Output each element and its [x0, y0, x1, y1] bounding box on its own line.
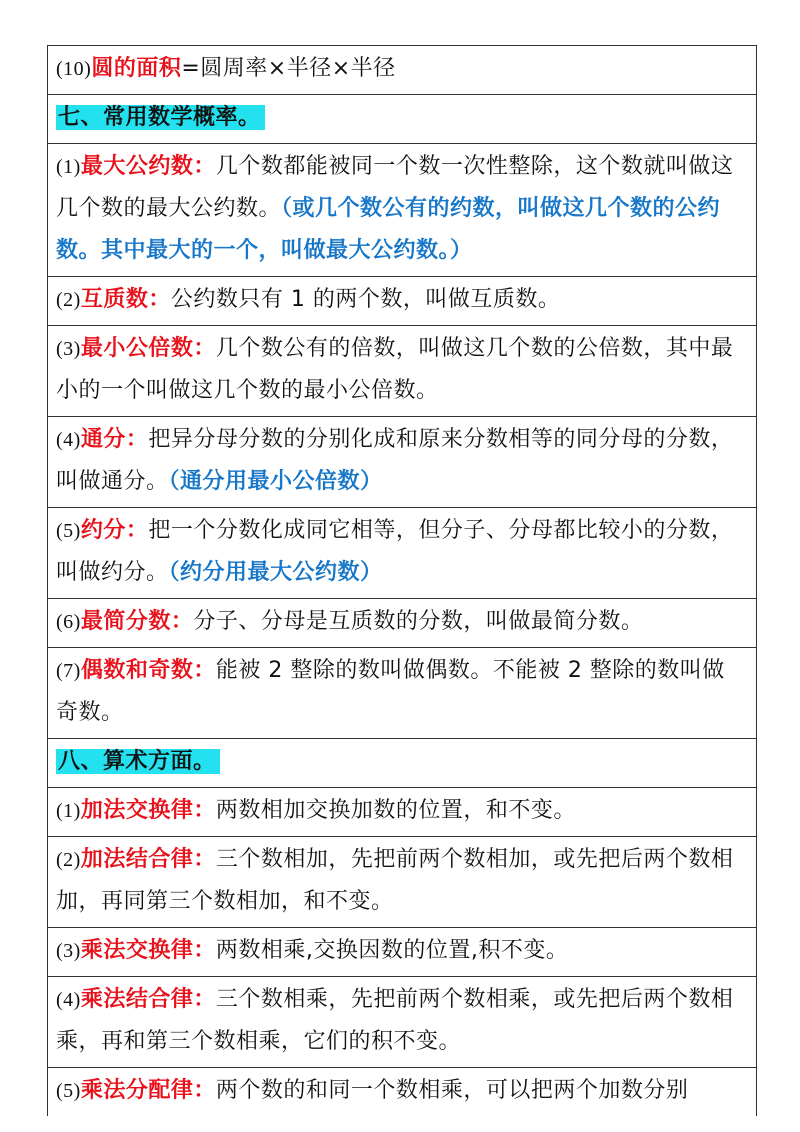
term-label: 加法结合律： — [80, 847, 216, 872]
definition-text: 三个数相乘，先把前两个数相乘，或先把后两个数相乘，再和第三个数相乘，它们的积不变。 — [56, 987, 734, 1054]
term-label: 通分： — [80, 427, 149, 452]
definition-text: =圆周率×半径×半径 — [181, 56, 396, 81]
definition-row — [48, 928, 756, 977]
definition-row — [48, 508, 756, 599]
item-number: (1) — [56, 156, 81, 178]
term-label: 乘法交换律： — [80, 938, 216, 963]
definition-text: 两数相乘,交换因数的位置,积不变。 — [215, 938, 569, 963]
item-number: (6) — [56, 611, 81, 633]
term-label: 最小公倍数： — [80, 336, 216, 361]
note-text: （或几个数公有的约数，叫做这几个数的公约数。其中最大的一个，叫做最大公约数。） — [56, 196, 721, 263]
definition-row — [48, 417, 756, 508]
definition-text: 分子、分母是互质数的分数，叫做最简分数。 — [193, 609, 644, 634]
item-number: (2) — [56, 849, 81, 871]
item-number: (1) — [56, 800, 81, 822]
definition-text: 把异分母分数的分别化成和原来分数相等的同分母的分数，叫做通分。 — [56, 427, 734, 494]
definition-text: 两数相加交换加数的位置，和不变。 — [215, 798, 576, 823]
definition-text: 三个数相加，先把前两个数相加，或先把后两个数相加，再同第三个数相加，和不变。 — [56, 847, 734, 914]
item-number: (10) — [56, 58, 92, 80]
term-label: 乘法结合律： — [80, 987, 216, 1012]
item-number: (5) — [56, 1080, 81, 1102]
definitions-table — [47, 45, 757, 1116]
definition-row — [48, 599, 756, 648]
definition-row — [48, 144, 756, 277]
definition-text: 两个数的和同一个数相乘，可以把两个加数分别 — [215, 1078, 689, 1103]
definition-row — [48, 326, 756, 417]
definition-text: 公约数只有 1 的两个数，叫做互质数。 — [170, 287, 561, 312]
section-heading: 八、算术方面。 — [56, 749, 220, 774]
term-label: 圆的面积 — [91, 56, 182, 81]
item-number: (3) — [56, 940, 81, 962]
item-number: (5) — [56, 520, 81, 542]
definition-row — [48, 788, 756, 837]
definition-row — [48, 837, 756, 928]
term-label: 约分： — [80, 518, 149, 543]
definition-text: 把一个分数化成同它相等，但分子、分母都比较小的分数，叫做约分。 — [56, 518, 734, 585]
item-number: (4) — [56, 989, 81, 1011]
item-number: (2) — [56, 289, 81, 311]
definition-row — [48, 977, 756, 1068]
definition-text: 几个数公有的倍数，叫做这几个数的公倍数，其中最小的一个叫做这几个数的最小公倍数。 — [56, 336, 734, 403]
definition-row — [48, 46, 756, 95]
item-number: (4) — [56, 429, 81, 451]
term-label: 偶数和奇数： — [80, 658, 216, 683]
definition-row — [48, 648, 756, 739]
term-label: 最大公约数： — [80, 154, 216, 179]
definition-row — [48, 277, 756, 326]
section-heading: 七、常用数学概率。 — [56, 105, 265, 130]
definition-text: 能被 2 整除的数叫做偶数。不能被 2 整除的数叫做奇数。 — [56, 658, 725, 725]
item-number: (3) — [56, 338, 81, 360]
section-heading-row — [48, 739, 756, 788]
note-text: （通分用最小公倍数） — [168, 469, 383, 494]
term-label: 加法交换律： — [80, 798, 216, 823]
definition-row — [48, 1068, 756, 1116]
note-text: （约分用最大公约数） — [168, 560, 383, 585]
term-label: 互质数： — [80, 287, 171, 312]
item-number: (7) — [56, 660, 81, 682]
term-label: 乘法分配律： — [80, 1078, 216, 1103]
section-heading-row — [48, 95, 756, 144]
term-label: 最简分数： — [80, 609, 194, 634]
definition-text: 几个数都能被同一个数一次性整除，这个数就叫做这几个数的最大公约数。 — [56, 154, 734, 221]
